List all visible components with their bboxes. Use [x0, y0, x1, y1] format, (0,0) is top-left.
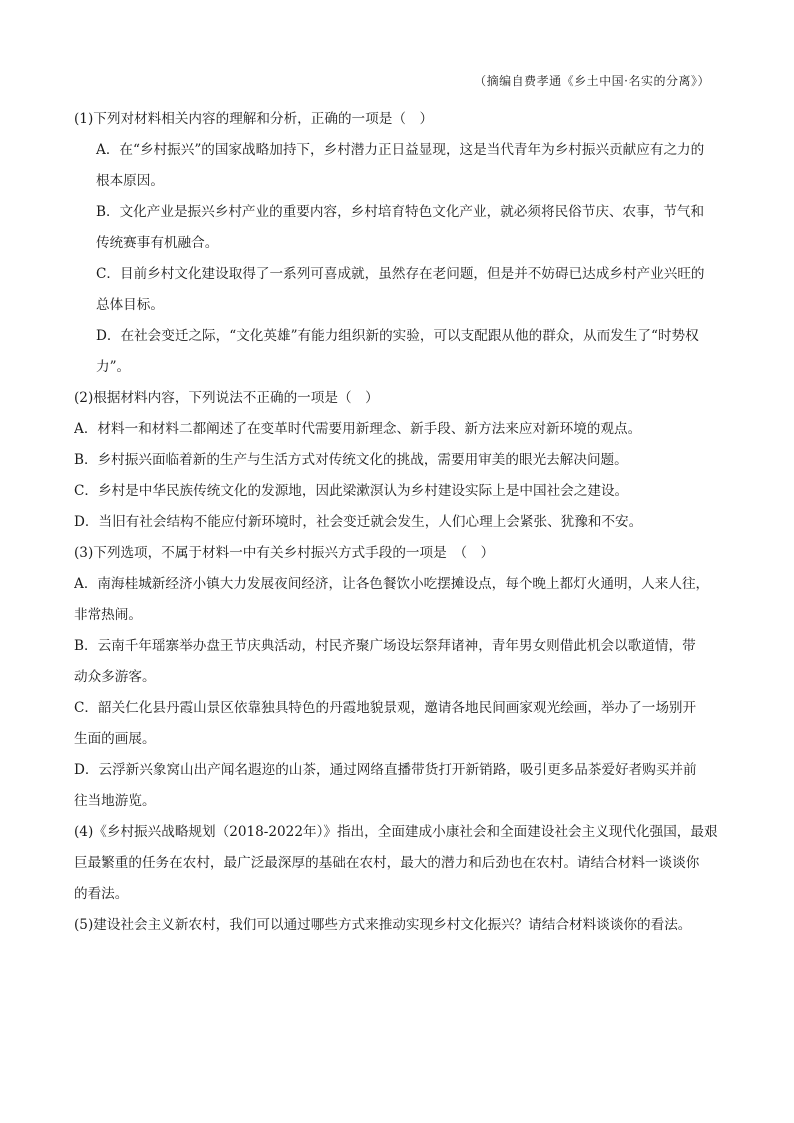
question-2-option-b: B．乡村振兴面临着新的生产与生活方式对传统文化的挑战，需要用审美的眼光去解决问题。	[74, 452, 628, 468]
question-4-line-1: (4)《乡村振兴战略规划（2018-2022年）》指出，全面建成小康社会和全面建设社会主义现代化强国，最艰	[74, 824, 718, 840]
question-3-option-c-cont: 生面的画展。	[74, 731, 156, 747]
question-1-option-b: B．文化产业是振兴乡村产业的重要内容，乡村培育特色文化产业，就必须将民俗节庆、农事，节气和	[96, 204, 705, 220]
question-3-option-a-cont: 非常热闹。	[74, 607, 142, 623]
question-2-option-d: D．当旧有社会结构不能应付新环境时，社会变迁就会发生，人们心理上会紧张、犹豫和不安。	[74, 514, 643, 530]
question-content	[74, 104, 730, 941]
question-3-option-b: B．云南千年瑶寨举办盘王节庆典活动，村民齐聚广场设坛祭拜诸神，青年男女则借此机会以歌道情，带	[74, 638, 696, 654]
question-1-option-a-cont: 根本原因。	[96, 173, 164, 189]
question-3-option-d-cont: 往当地游览。	[74, 793, 156, 809]
question-3-option-d: D．云浮新兴象窝山出产闻名遐迩的山茶，通过网络直播带货打开新销路，吸引更多品茶爱好者购买并前	[74, 762, 697, 778]
question-1-option-b-cont: 传统赛事有机融合。	[96, 235, 219, 251]
source-note: （摘编自费孝通《乡土中国·名实的分离》）	[474, 74, 710, 88]
question-5-line-1: (5)建设社会主义新农村，我们可以通过哪些方式来推动实现乡村文化振兴？请结合材料谈谈你的看法。	[74, 917, 692, 933]
question-3-option-a: A．南海桂城新经济小镇大力发展夜间经济，让各色餐饮小吃摆摊设点，每个晚上都灯火通明，人来人往，	[74, 576, 710, 592]
question-2-option-a: A．材料一和材料二都阐述了在变革时代需要用新理念、新手段、新方法来应对新环境的观点。	[74, 421, 642, 437]
question-1-option-c-cont: 总体目标。	[96, 297, 164, 313]
question-3-stem: (3)下列选项，不属于材料一中有关乡村振兴方式手段的一项是 （ ）	[74, 545, 495, 561]
question-2-stem: (2)根据材料内容，下列说法不正确的一项是（ ）	[74, 390, 379, 406]
question-1-stem: (1)下列对材料相关内容的理解和分析，正确的一项是（ ）	[74, 111, 434, 127]
question-1-option-d: D．在社会变迁之际，“文化英雄”有能力组织新的实验，可以支配跟从他的群众，从而发生了“时势权	[96, 328, 699, 344]
question-1-option-c: C．目前乡村文化建设取得了一系列可喜成就，虽然存在老问题，但是并不妨碍已达成乡村产业兴旺的	[96, 266, 705, 282]
question-2-option-c: C．乡村是中华民族传统文化的发源地，因此梁漱溟认为乡村建设实际上是中国社会之建设。	[74, 483, 629, 499]
question-4-line-3: 的看法。	[74, 886, 129, 902]
question-3-option-b-cont: 动众多游客。	[74, 669, 156, 685]
question-1-option-a: A．在“乡村振兴”的国家战略加持下，乡村潜力正日益显现，这是当代青年为乡村振兴贡献应有之力的	[96, 142, 705, 158]
question-3-option-c: C．韶关仁化县丹霞山景区依靠独具特色的丹霞地貌景观，邀请各地民间画家观光绘画，举办了一场别开	[74, 700, 697, 716]
question-4-line-2: 巨最繁重的任务在农村，最广泛最深厚的基础在农村，最大的潜力和后劲也在农村。请结合材料一谈谈你	[74, 855, 700, 871]
question-1-option-d-cont: 力”。	[96, 359, 131, 375]
